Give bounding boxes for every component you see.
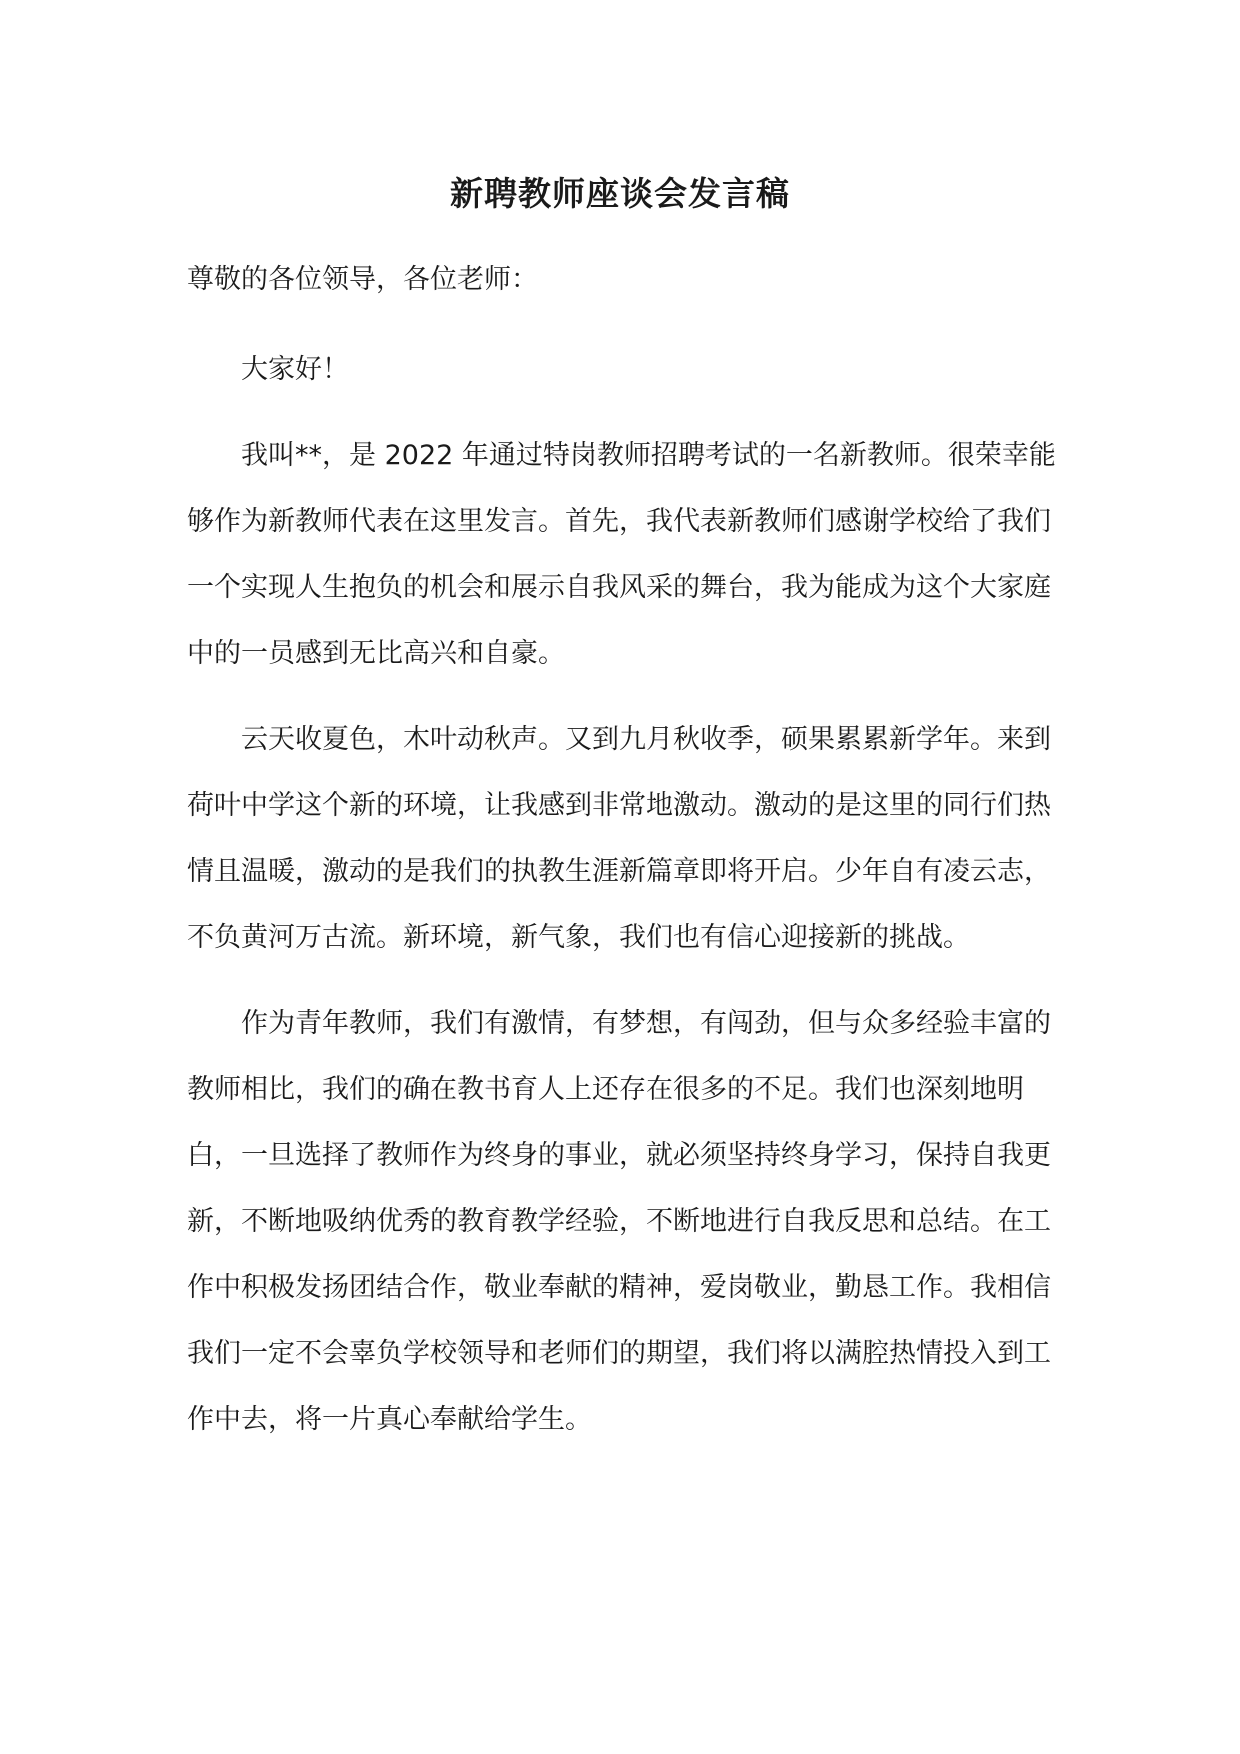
salutation: 尊敬的各位领导，各位老师：	[187, 264, 538, 295]
paragraph-3: 作为青年教师，我们有激情，有梦想，有闯劲，但与众多经验丰富的教师相比，我们的确在教书育人上还存在很多的不足。我们也深刻地明白，一旦选择了教师作为终身的事业，就必须坚持终身学习，保持自我更新，不断地吸纳优秀的教育教学经验，不断地进行自我反思和总结。在工作中积极发扬团结合作，敬业奉献的精神，爱岗敬业，勤恳工作。我相信我们一定不会辜负学校领导和老师们的期望，我们将以满腔热情投入到工作中去，将一片真心奉献给学生。	[187, 1008, 1051, 1435]
greeting: 大家好！	[241, 354, 349, 385]
document-title: 新聘教师座谈会发言稿	[450, 174, 790, 213]
paragraph-2: 云天收夏色，木叶动秋声。又到九月秋收季，硕果累累新学年。来到荷叶中学这个新的环境，让我感到非常地激动。激动的是这里的同行们热情且温暖，激动的是我们的执教生涯新篇章即将开启。少年自有凌云志，不负黄河万古流。新环境，新气象，我们也有信心迎接新的挑战。	[187, 724, 1051, 953]
paragraph-1: 我叫**，是 2022 年通过特岗教师招聘考试的一名新教师。很荣幸能够作为新教师代表在这里发言。首先，我代表新教师们感谢学校给了我们一个实现人生抱负的机会和展示自我风采的舞台，我为能成为这个大家庭中的一员感到无比高兴和自豪。	[187, 440, 1056, 669]
document-body	[187, 255, 1057, 1453]
